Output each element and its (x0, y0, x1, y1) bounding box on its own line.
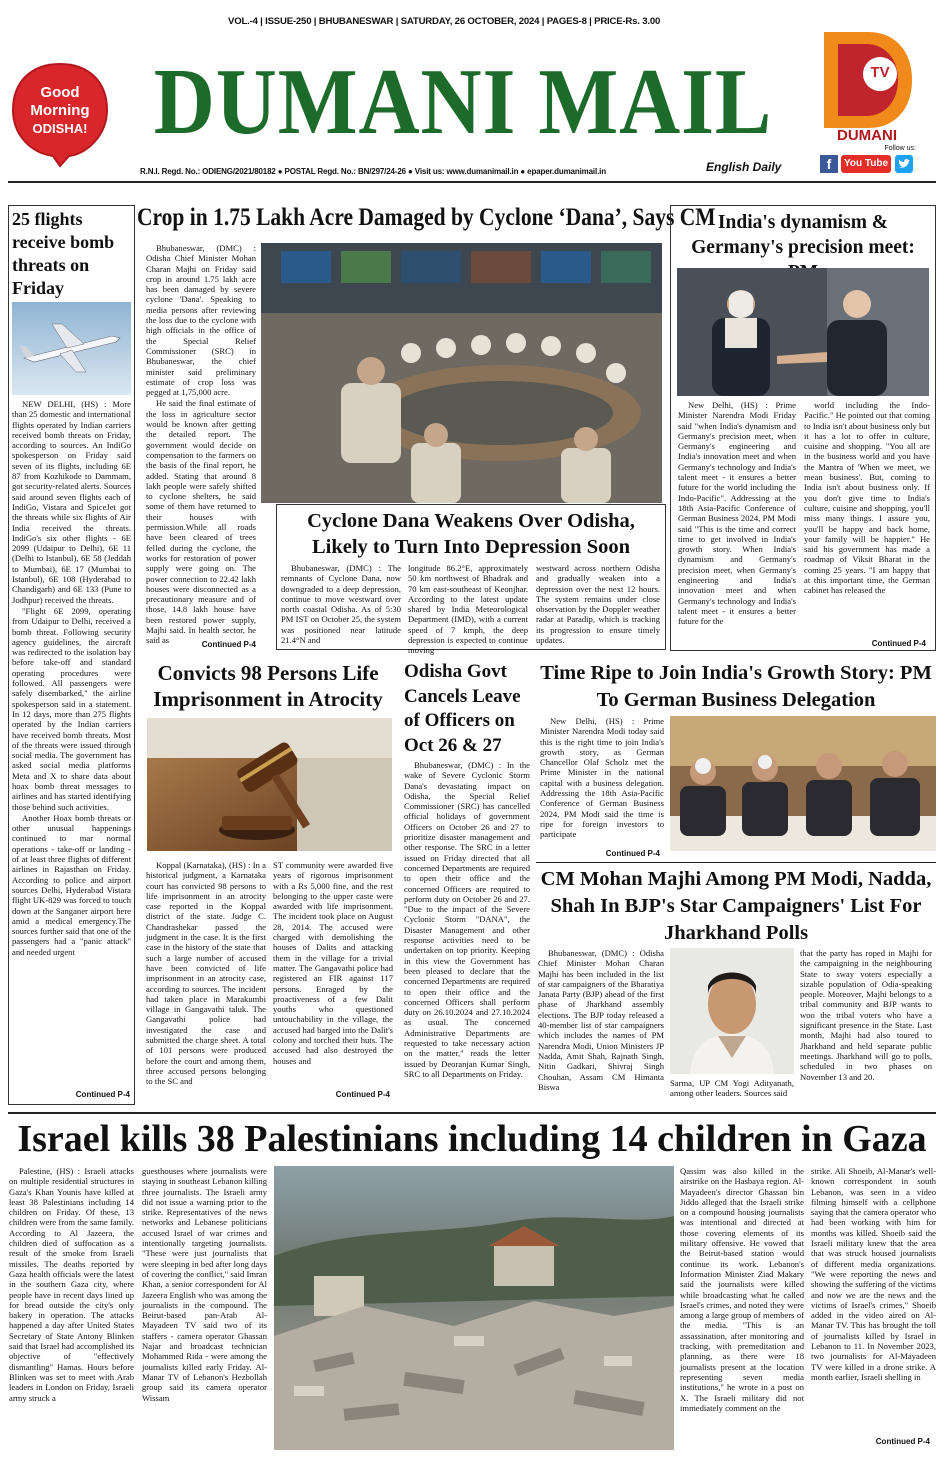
flights-headline: 25 flights receive bomb threats on Friday (12, 209, 115, 298)
cm-meeting-photo (261, 243, 662, 503)
gaza-col-2: guesthouses where journalists were staying in southeast Lebanon killing three journalists. The Israeli army did not issue a warning prior to the strike. Representatives of the news networks and Lebanese politicians accused Israel of war crimes and intentionally targeting journalists. "These were just journalists that were sleeping in bed after long days of covering the conflict," said Imran Khan, a senior correspondent for Al Jazeera English who was among the journalists in the compound. The Beirut-based pan-Arab Al-Mayadeen TV said two of its staffers - camera operator Ghassan Najar and broadcast technician Mohammed Rida - were among the journalists killed early Friday. Al-Manar TV of Lebanon's Hezbollah group said its camera operator Wissam (142, 1166, 267, 1403)
majhi-col-1: Bhubaneswar, (DMC) : Odisha Chief Minister Mohan Charan Majhi has been included in the list of star campaigners of the Bharatiya Janata Party (BJP) ahead of the first phase of Jharkhand assembly elections. The BJP today released a 40-member list of star campaigners which includes the names of PM Narendra Modi, Union Ministers JP Nadda, Amit Shah, Rajnath Singh, Nitin Gadkari, Shivraj Singh Chouhan, Assam CM Himanta Biswa (538, 948, 664, 1092)
flights-paragraph: NEW DELHI, (HS) : More than 25 domestic and international flights operated by Indian carriers received bomb threats on Friday, according to sources. An IndiGo spokesperson on Friday said seven of its flights, including 6E 87 from Kozhikode to Dammam, got security-related alerts. Sources said around seven flights each of IndiGo, Vistara and SpiceJet got the threats while six flights of Air India received the threats. IndiGo's six other flights - 6E 2099 (Udaipur to Delhi), 6E 11 (Delhi to Istanbul), 6E 58 (Jeddah to Mumbai), 6E 17 (Mumbai to Istanbul), 6E 108 (Hyderabad to Chandigarh) and 6E 133 (Pune to Jodhpur) received the threats. (12, 399, 131, 605)
flights-body (12, 399, 131, 1087)
majhi-photo (670, 948, 794, 1074)
badge-line-3: ODISHA! (32, 121, 88, 136)
modi-scholz-photo (677, 268, 929, 396)
convicts-col-1: Koppal (Karnataka), (HS) : In a historical judgment, a Karnataka court has convicted 98 persons to life imprisonment in an atrocity case reported in the Koppal district of the state. Judge C. Chandrashekar passed the judgment in the case. It is the first case in the history of the state that such a large number of accused have been convicted of life imprisonment in an atrocity case, according to sources. The incident had taken place in Marakumbi village in Gangavathi taluk. The Gangavathi police had investigated the case and submitted the charge sheet. A total of 101 persons were produced before the court and among them, three accused persons belonging to the SC and (146, 860, 266, 1087)
follow-us: Follow us: (884, 145, 916, 152)
logo-tv: TV (870, 64, 890, 81)
germany-col-2: world including the Indo-Pacific." He pointed out that coming to India isn't about business only but it has a lot to offer in culture, cuisine and shopping. "You all are in the business world and you have the Mantra of 'When we meet, we mean business'. But, coming to India isn't about business only. If you don't give time to India's culture, cuisine and shopping, you'll miss many things. I assure you, you'll be happy and back home, your family will be happier." He said his government has made a roadmap of Viksit Bharat in the coming 25 years. "I am happy that at this important time, the German cabinet has released the (804, 400, 930, 596)
greeting-badge (9, 60, 111, 168)
registration-line: R.N.I. Regd. No.: ODIENG/2021/80182 ● POSTAL Regd. No.: BN/297/24-26 ● Visit us: www.dumanimail.in ● epaper.dumanimail.in (140, 167, 606, 176)
gaza-col-1: Palestine, (HS) : Israeli attacks on multiple residential structures in Gaza's Khan Younis have killed at least 38 Palestinians including 14 children on Friday. Of these, 13 children were from the same family. According to Al Jazeera, the children died of suffocation as a result of the smoke from Israeli missiles. The deaths reported by Gaza health officials were the latest in the southern Gaza city, where people have in recent days lined up for bread outside the city's only bakery in operation. The attacks happened a day after United States Secretary of State Antony Blinken said that Israel had accomplished its objective of "effectively dismantling" Hamas. Hours before Blinken was set to meet with Arab leaders in London on Friday, Israeli army struck a (9, 1166, 134, 1403)
convicts-col-2: ST community were awarded five years of rigorous imprisonment with a Rs 5,000 fine, and the rest belonging to the upper caste were awarded with life imprisonment. The incident took place on August 28, 2014. The accused were charged with demolishing the houses of Dalits and attacking them in the village for a trivial matter. The Gangavathi police had registered an FIR against 117 persons. Enraged by the proactiveness of a few Dalit youths who questioned untouchability in the village, the accused had barged into the Dalit's colony and torched their huts. The accused had also destroyed the houses and (273, 860, 393, 1066)
tagline: English Daily (706, 160, 782, 174)
crop-headline: Crop in 1.75 Lakh Acre Damaged by Cyclone ‘Dana’, Says CM (137, 204, 716, 231)
badge-line-1: Good (40, 84, 80, 101)
social-icons (820, 155, 916, 175)
gaza-col-4: strike. Ali Shoeib, Al-Manar's well-known correspondent in south Lebanon, was seen in a video filming himself with a cellphone saying that the camera operator who had been working with him for months was killed. Shoeib said the Israeli military knew that the area that was struck housed journalists of different media organizations. "We were reporting the news and showing the suffering of the victims and now we are the news and the victims of Israel's crimes," Shoeib added in the video aired on Al-Manar TV. This has brought the toll of journalists killed by Israel in Lebanon to 11. In November 2023, two journalists for Al-Mayadeen TV were killed in a drone strike. A month earlier, Israeli shelling in (811, 1166, 936, 1382)
continued-link[interactable]: Continued P-4 (605, 849, 660, 858)
airplane-photo (12, 302, 131, 395)
twitter-icon[interactable] (895, 155, 913, 173)
majhi-headline: CM Mohan Majhi Among PM Modi, Nadda, Shah In BJP's Star Campaigners' List For Jharkhand Polls (540, 868, 932, 944)
dana-headline: Cyclone Dana Weakens Over Odisha, Likely to Turn Into Depression Soon (307, 510, 635, 558)
growth-divider (536, 862, 936, 863)
dana-col-3: westward across northern Odisha and gradually weaken into a depression over the next 12 hours. The system remains under close observation by the Doppler weather radar at Paradip, which is tracking its progression to ensure timely updates. (536, 563, 660, 646)
youtube-icon[interactable]: You Tube (841, 155, 891, 173)
gaza-headline: Israel kills 38 Palestinians including 14 children in Gaza (17, 1118, 927, 1160)
badge-line-2: Morning (30, 102, 90, 119)
germany-headline: India's dynamism & Germany's precision meet: (691, 212, 915, 258)
crop-paragraph: He said the final estimate of the loss in agriculture sector would be known after getting the detailed report. The government would decide on compensation to the farmers on the basis of the final report, he added. Stating that around 8 lakh people were safely shifted to cyclone shelters, he said some of them have returned to their houses with permission.While all roads have been cleared of trees felled during the cyclone, the works for restoration of power supply were going on. The power connection to 22.42 lakh houses were disconnected as a precautionary measure and of those, 14.8 lakh house have been restored power supply, Majhi said. In health sector, he said as (146, 398, 256, 646)
gaza-top-rule (8, 1112, 936, 1114)
growth-headline: Time Ripe to Join India's Growth Story: PM To German Business Delegation (540, 662, 932, 711)
leave-headline: Odisha Govt Cancels Leave of Officers on Oct 26 & 27 (404, 661, 521, 756)
channel-logo (818, 28, 916, 133)
gaza-col-3: Qassim was also killed in the airstrike on the Hasbaya region. Al-Mayadeen's director Ghassan bin Jiddo alleged that the Israeli strike on a compound housing journalists was intentional and directed at those covering elements of its military offensive. He vowed that the Beirut-based station would continue its work. Lebanon's Information Minister Ziad Makary said the journalists were killed while broadcasting what he called Israel's crimes, and noted they were among a large group of members of the media. "This is an assassination, after monitoring and tracking, with premeditation and planning, as there were 18 journalists present at the location representing seven media institutions," he wrote in a post on X. The Israeli military did not immediately comment on the (680, 1166, 804, 1413)
continued-link[interactable]: Continued P-4 (201, 640, 256, 649)
majhi-under-photo: Sarma, UP CM Yogi Adityanath, among other leaders. Sources said (670, 1078, 794, 1099)
crop-paragraph: Bhubaneswar, (DMC) : Odisha Chief Minister Mohan Charan Majhi on Friday said crop in around 1.75 lakh acre has been damaged by severe cyclone 'Dana'. Speaking to media persons after reviewing the loss due to the cyclone with high officials in the office of the Special Relief Commissioner (SRC) in Bhubaneswar, the chief minister said preliminary estimate of crop loss was pegged at 1,75,000 acre. (146, 243, 256, 398)
masthead-info-line: VOL.-4 | ISSUE-250 | BHUBANESWAR | SATURDAY, 26 OCTOBER, 2024 | PAGES-8 | PRICE-Rs. 3.00 (228, 16, 661, 27)
flights-paragraph: Another Hoax bomb threats or other unusual happenings continued to mar normal operations - take-off or landing - of at least three flights of different airlines in Rajasthan on Friday. According to police and airport sources Delhi, Hyderabad Vistara flight UK-829 was forced to touch down at the Sanganer airport here amid a medical emergency.The sources further said that one of the passengers had a "panic attack" and needed urgent (12, 812, 131, 957)
majhi-col-3: that the party has roped in Majhi for the campaigning in the neighbouring State to sway voters especially a sizable population of Odia-speaking people. Moreover, Majhi belongs to a tribal community and BJP wants to woo the tribal voters who have a significant presence in the State. Last month, Majhi had also toured to Jharkhand and held separate public meetings. Jharkhand will go to polls, scheduled in two phases on November 13 and 20. (800, 948, 932, 1082)
convicts-headline: Convicts 98 Persons Life Imprisonment in Atrocity (153, 661, 383, 711)
leave-body: Bhubaneswar, (DMC) : In the wake of Severe Cyclonic Storm Dana's devastating impact on Odisha, the Special Relief Commissioner (SRC) has cancelled official holidays of government Officers on October 26 and 27 to prioritize disaster management and other response. The SRC in a letter issued on Friday directed that all concerned Departments are required to open their office and the concerned Officers are required to perform duty on October 26 and 27. "Due to the impact of the Severe Cyclonic Storm "DANA", the Disaster Management and other response activities need to be undertaken on top priority. Keeping in this view the Government has been pleased to declare that the concerned Departments are required to open their office and the concerned Officers shall perform duty on 26.10.2024 and 27.10.2024 as usual. The concerned Administrative Departments are requested to take necessary action on the matter," reads the letter issued by Deoranjan Kumar Singh, SRC to all Departments on Friday. (404, 760, 530, 1079)
logo-brand: DUMANI (837, 127, 897, 144)
facebook-icon[interactable]: f (820, 155, 838, 173)
continued-link[interactable]: Continued P-4 (335, 1090, 390, 1099)
dana-col-2: longitude 86.2°E, approximately 50 km northwest of Bhadrak and 70 km east-southeast of Keonjhar. According to the latest update shared by India Meteorological Department (IMD), with a current speed of 7 kmph, the deep depression is expected to continue moving (408, 563, 528, 656)
gavel-photo (147, 718, 392, 851)
gaza-destruction-photo (274, 1166, 674, 1450)
germany-col-1: New Delhi, (HS) : Prime Minister Narendra Modi Friday said "when India's dynamism and Germany's precision meet, when Germany's engineering and India's innovation meet and when Germany's technology and India's talent meet - it ensures a better future for the world including the Indo-Pacific". Addressing at the 18th Asia-Pacific Conference of German Business 2024, PM Modi said "This is the time and correct time to get involved in India's growth story. When India's dynamism and Germany's precision meet, when Germany's engineering and India's innovation meet and when Germany's technology and India's talent meet - it ensures a better future for the (678, 400, 796, 627)
continued-link[interactable]: Continued P-4 (75, 1090, 130, 1099)
growth-body: New Delhi, (HS) : Prime Minister Narendra Modi today said this is the right time to join India's growth story, as German Chancellor Olaf Scholz met the Prime Minister in the national capital with a business delegation. Addressing the 18th Asia-Pacific Conference of German Business 2024, PM Modi said the time is ripe for foreign investors to participate (540, 716, 664, 840)
delegation-photo (670, 716, 936, 851)
masthead-rule (8, 181, 936, 183)
dana-col-1: Bhubaneswar, (DMC) : The remnants of Cyclone Dana, now downgraded to a deep depression, continue to move westward over north coastal Odisha. As of 5:30 PM IST on October 25, the system was positioned near latitude 21.4°N and (281, 563, 401, 646)
continued-link[interactable]: Continued P-4 (871, 639, 926, 648)
newspaper-title: DUMANI MAIL (153, 50, 773, 154)
flights-paragraph: "Flight 6E 2099, operating from Udaipur to Delhi, received a bomb threat. Following security agency guidelines, the aircraft was redirected to the isolation bay before take-off and standard operating procedures were followed. All passengers were safely disembarked," the airline spokesperson said in a statement. In 12 days, more than 275 flights operated by the Indian carriers have received bomb threats. Most of the threats were issued through social media. The government has asked social media platforms Meta and X to share data about hoax bomb threat messages to airlines and has started identifying those behind such activities. (12, 605, 131, 812)
continued-link[interactable]: Continued P-4 (875, 1437, 930, 1446)
